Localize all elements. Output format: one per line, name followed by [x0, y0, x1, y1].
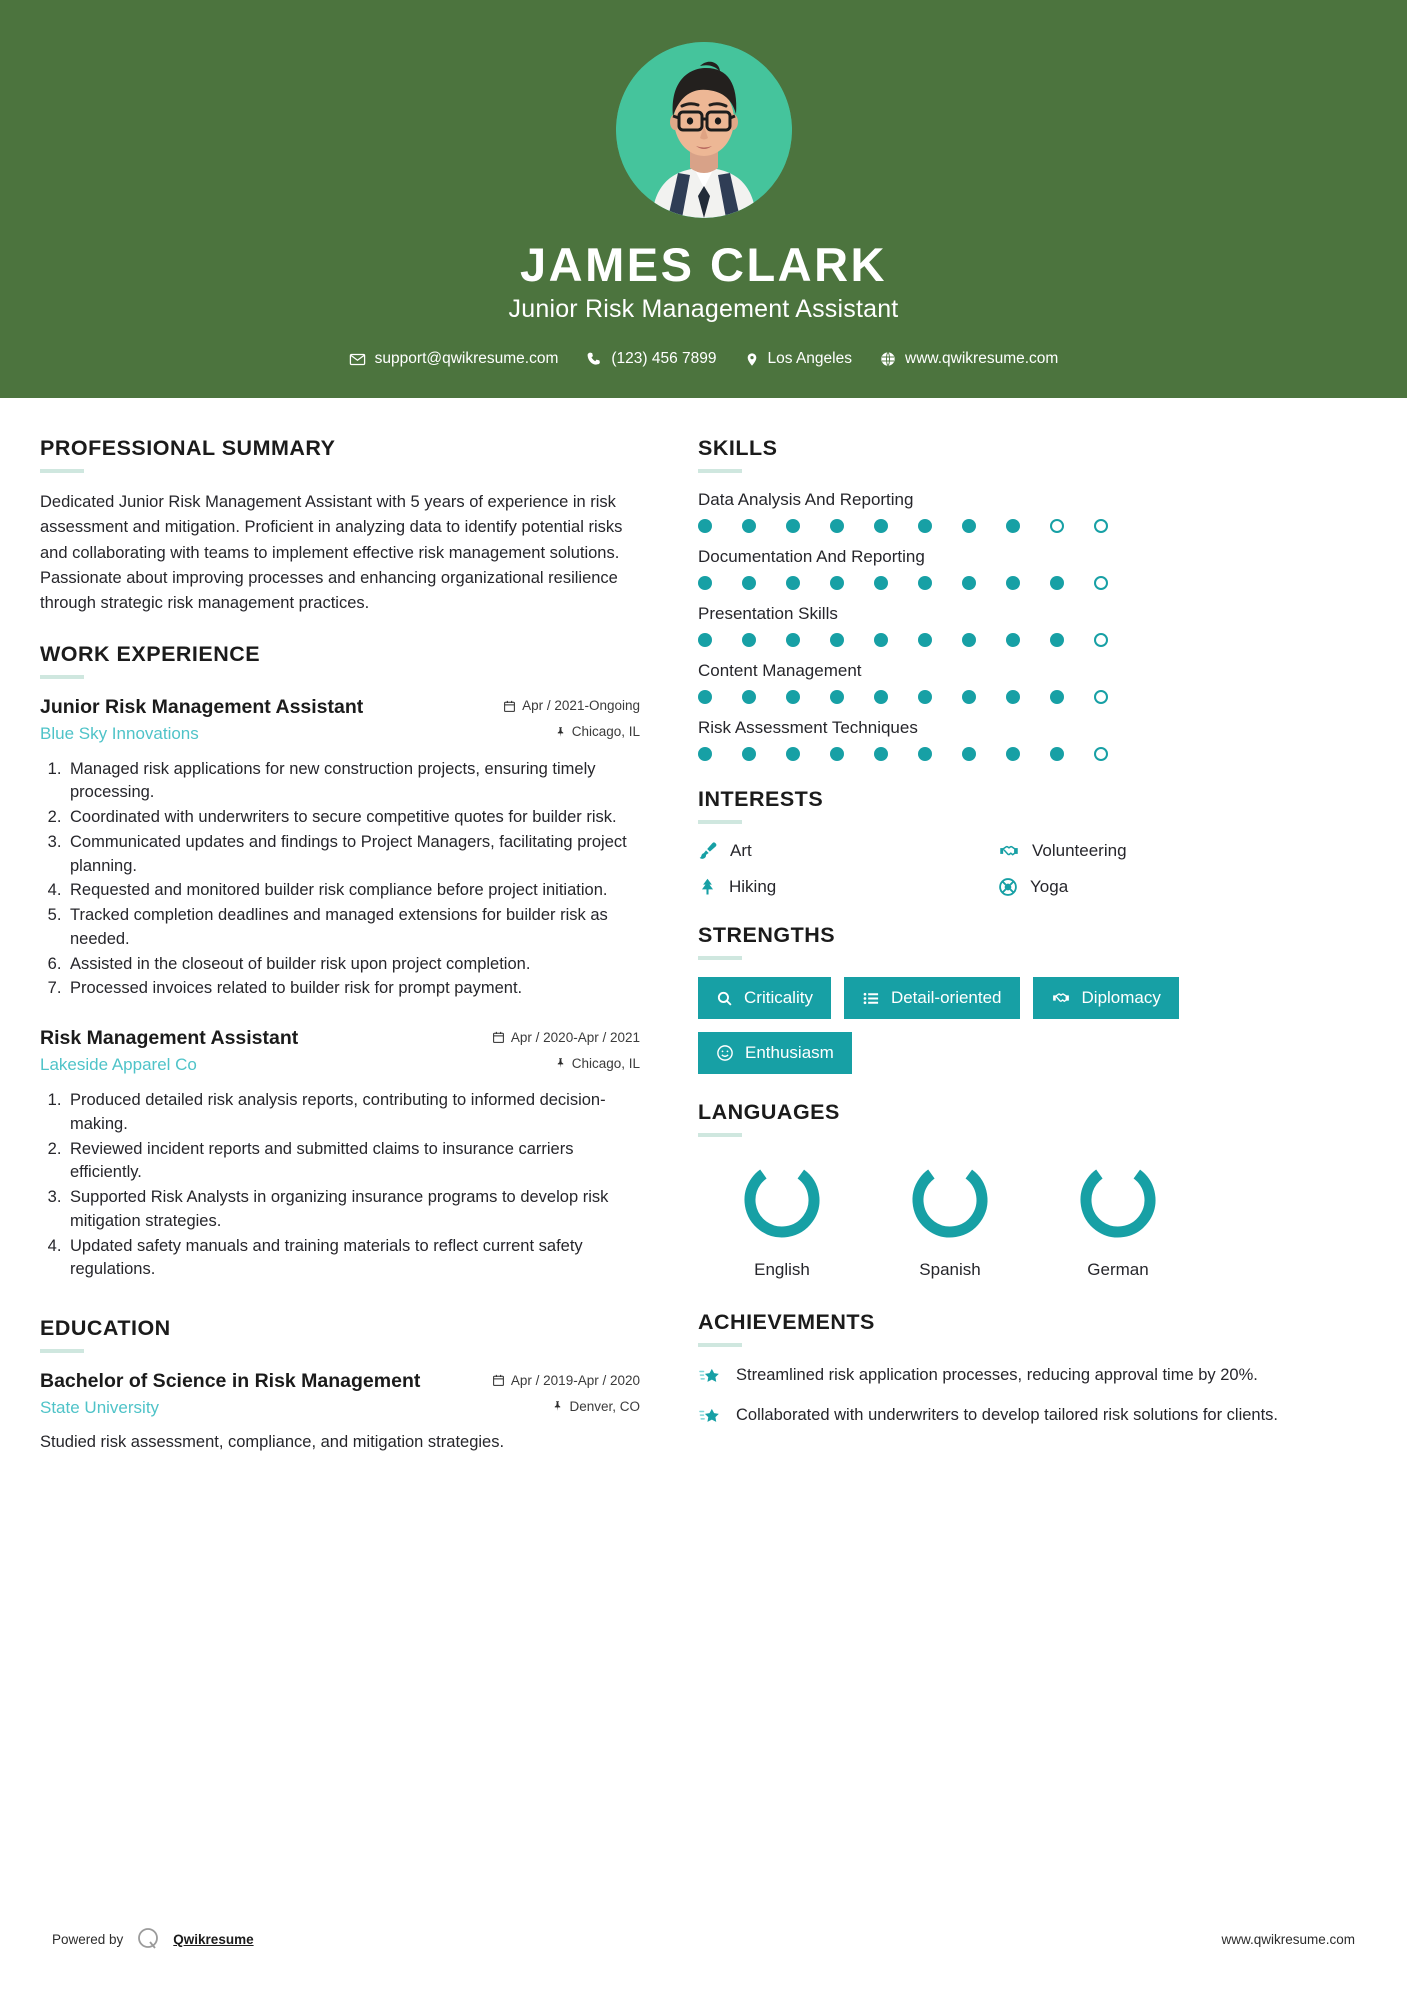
- avatar-photo: [616, 42, 792, 218]
- achievement-item: [698, 1364, 1298, 1388]
- strength-tag-detail-oriented[interactable]: [844, 977, 1020, 1019]
- powered-by-block: [52, 1926, 254, 1952]
- experience-subheader: [40, 724, 640, 744]
- contact-location: [736, 350, 861, 368]
- skill-rating: [698, 690, 1298, 704]
- skill-dot-empty: [1050, 519, 1064, 533]
- skill-dot-filled: [742, 747, 756, 761]
- education-subheader: [40, 1398, 640, 1418]
- strength-tag-criticality[interactable]: [698, 977, 831, 1019]
- skill-dot-filled: [874, 519, 888, 533]
- job-company: Lakeside Apparel Co: [40, 1055, 197, 1075]
- job-location: [555, 1056, 640, 1071]
- skill-dot-empty: [1094, 633, 1108, 647]
- strength-label: Enthusiasm: [745, 1043, 834, 1063]
- skill-item: [698, 718, 1298, 761]
- bullet-item: 1. Produced detailed risk analysis reports, contributing to informed decision-making.: [66, 1089, 640, 1137]
- skill-dot-filled: [698, 576, 712, 590]
- section-education: [40, 1316, 640, 1455]
- header-job-title: Junior Risk Management Assistant: [508, 295, 899, 324]
- education-location: [552, 1399, 640, 1414]
- skill-dot-filled: [830, 633, 844, 647]
- contact-location-value: Los Angeles: [767, 350, 852, 368]
- section-rule: [40, 675, 84, 679]
- experience-subheader: [40, 1055, 640, 1075]
- skill-dot-filled: [742, 576, 756, 590]
- handshake-icon: [998, 841, 1020, 861]
- star-icon: [698, 1404, 722, 1428]
- skill-item: [698, 661, 1298, 704]
- skill-dot-filled: [1006, 519, 1020, 533]
- handshake-icon: [1051, 989, 1071, 1007]
- skill-dot-filled: [874, 633, 888, 647]
- language-progress-arc: [905, 1156, 994, 1245]
- bullet-item: 4. Updated safety manuals and training materials to reflect current safety regulations.: [66, 1235, 640, 1283]
- job-date-value: Apr / 2020-Apr / 2021: [510, 1029, 640, 1045]
- skill-dot-filled: [874, 690, 888, 704]
- job-location-value: Chicago, IL: [571, 1055, 640, 1071]
- page-footer: [0, 1926, 1407, 1952]
- bullet-item: 2. Coordinated with underwriters to secure competitive quotes for builder risk.: [66, 806, 640, 830]
- skill-dot-empty: [1094, 747, 1108, 761]
- section-strengths: [698, 923, 1298, 1074]
- language-item: [698, 1154, 866, 1280]
- skill-label: Risk Assessment Techniques: [698, 718, 918, 738]
- section-professional-summary: [40, 436, 640, 615]
- interest-item-yoga: [998, 877, 1298, 897]
- skill-dot-filled: [918, 519, 932, 533]
- language-label: English: [754, 1260, 810, 1280]
- globe-icon: [880, 351, 896, 367]
- section-rule: [40, 469, 84, 473]
- skill-dot-filled: [698, 747, 712, 761]
- skill-label: Documentation And Reporting: [698, 547, 925, 567]
- skill-dot-filled: [1050, 633, 1064, 647]
- contact-row: [0, 350, 1407, 368]
- qwikresume-logo-icon: [135, 1926, 161, 1952]
- education-date: [492, 1373, 640, 1388]
- skill-dot-filled: [830, 576, 844, 590]
- pin-icon: [555, 1056, 566, 1070]
- interest-item-art: [698, 841, 998, 861]
- section-heading: PROFESSIONAL SUMMARY: [40, 436, 336, 461]
- pin-icon: [555, 725, 566, 739]
- skill-label: Content Management: [698, 661, 862, 681]
- language-donut: [736, 1154, 828, 1246]
- paintbrush-icon: [698, 841, 718, 861]
- bullet-item: 4. Requested and monitored builder risk compliance before project initiation.: [66, 879, 640, 903]
- skill-dot-filled: [918, 747, 932, 761]
- education-header: [40, 1370, 640, 1393]
- skill-dot-filled: [962, 519, 976, 533]
- languages-row: [698, 1154, 1298, 1280]
- language-item: [1034, 1154, 1202, 1280]
- skill-rating: [698, 747, 1298, 761]
- left-column: [40, 436, 640, 1481]
- qwikresume-link[interactable]: Qwikresume: [173, 1931, 254, 1947]
- section-heading: WORK EXPERIENCE: [40, 641, 261, 666]
- section-skills: [698, 436, 1298, 761]
- powered-by-label: Powered by: [52, 1931, 124, 1947]
- section-achievements: [698, 1310, 1298, 1428]
- job-date: [492, 1030, 640, 1045]
- skill-dot-filled: [742, 633, 756, 647]
- job-role: Junior Risk Management Assistant: [40, 695, 364, 718]
- section-heading: STRENGTHS: [698, 923, 836, 948]
- skill-dot-filled: [698, 633, 712, 647]
- education-degree: Bachelor of Science in Risk Management: [40, 1370, 421, 1393]
- skill-dot-filled: [962, 690, 976, 704]
- resume-body: [0, 398, 1407, 1481]
- contact-phone-value: (123) 456 7899: [611, 350, 717, 368]
- education-location-value: Denver, CO: [569, 1398, 640, 1414]
- interest-label: Art: [730, 841, 752, 861]
- skill-dot-filled: [1050, 690, 1064, 704]
- skill-dot-empty: [1094, 576, 1108, 590]
- section-work-experience: [40, 642, 640, 1283]
- section-languages: [698, 1100, 1298, 1280]
- skill-dot-filled: [918, 633, 932, 647]
- tree-icon: [698, 877, 717, 897]
- skill-dot-filled: [962, 747, 976, 761]
- interests-grid: [698, 841, 1298, 897]
- job-date-value: Apr / 2021-Ongoing: [522, 698, 640, 714]
- skill-dot-filled: [830, 690, 844, 704]
- skill-dot-filled: [1006, 747, 1020, 761]
- skill-dot-filled: [1006, 633, 1020, 647]
- skill-dot-filled: [786, 576, 800, 590]
- strength-tag-enthusiasm[interactable]: [698, 1032, 852, 1074]
- section-heading: INTERESTS: [698, 787, 824, 812]
- job-date: [503, 698, 640, 713]
- section-rule: [698, 820, 742, 824]
- calendar-icon: [503, 699, 516, 713]
- pin-icon: [552, 1399, 563, 1413]
- skill-dot-filled: [786, 633, 800, 647]
- skill-dot-empty: [1094, 690, 1108, 704]
- job-bullets: [40, 1089, 640, 1282]
- achievement-text: Streamlined risk application processes, reducing approval time by 20%.: [736, 1366, 1258, 1385]
- contact-website-value: www.qwikresume.com: [905, 350, 1059, 368]
- skill-dot-filled: [786, 690, 800, 704]
- skill-dot-filled: [786, 519, 800, 533]
- education-school: State University: [40, 1398, 160, 1418]
- skill-rating: [698, 633, 1298, 647]
- section-rule: [698, 1133, 742, 1137]
- section-heading: LANGUAGES: [698, 1100, 840, 1125]
- skill-rating: [698, 576, 1298, 590]
- smiley-icon: [716, 1044, 734, 1062]
- list-icon: [862, 990, 880, 1007]
- interest-item-hiking: [698, 877, 998, 897]
- contact-website[interactable]: [871, 350, 1067, 368]
- envelope-icon: [349, 351, 366, 368]
- footer-url: www.qwikresume.com: [1221, 1931, 1355, 1947]
- skill-item: [698, 604, 1298, 647]
- resume-header: [0, 0, 1407, 398]
- lifebuoy-icon: [998, 877, 1018, 897]
- language-item: [866, 1154, 1034, 1280]
- skill-label: Presentation Skills: [698, 604, 838, 624]
- skill-dot-filled: [698, 519, 712, 533]
- bullet-item: 5. Tracked completion deadlines and managed extensions for builder risk as needed.: [66, 904, 640, 952]
- phone-icon: [586, 351, 602, 367]
- bullet-item: 1. Managed risk applications for new construction projects, ensuring timely processing.: [66, 758, 640, 806]
- skill-dot-filled: [698, 690, 712, 704]
- language-donut: [904, 1154, 996, 1246]
- bullet-item: 3. Supported Risk Analysts in organizing insurance programs to develop risk mitigation strategies.: [66, 1186, 640, 1234]
- section-rule: [40, 1349, 84, 1353]
- skill-dot-filled: [1006, 576, 1020, 590]
- achievement-text: Collaborated with underwriters to develop tailored risk solutions for clients.: [736, 1406, 1279, 1425]
- language-donut: [1072, 1154, 1164, 1246]
- skill-dot-filled: [786, 747, 800, 761]
- education-description: Studied risk assessment, compliance, and mitigation strategies.: [40, 1433, 505, 1452]
- skill-dot-filled: [962, 633, 976, 647]
- strength-label: Detail-oriented: [890, 988, 1002, 1008]
- education-date-value: Apr / 2019-Apr / 2020: [510, 1372, 640, 1388]
- skill-dot-empty: [1094, 519, 1108, 533]
- right-column: [698, 436, 1298, 1454]
- star-icon: [698, 1364, 722, 1388]
- strength-tag-diplomacy[interactable]: [1033, 977, 1179, 1019]
- page-title: JAMES CLARK: [520, 238, 887, 291]
- bullet-item: 2. Reviewed incident reports and submitted claims to insurance carriers efficiently.: [66, 1138, 640, 1186]
- experience-header: [40, 696, 640, 719]
- strength-label: Criticality: [744, 988, 813, 1008]
- experience-header: [40, 1027, 640, 1050]
- job-location: [555, 724, 640, 739]
- job-role: Risk Management Assistant: [40, 1027, 299, 1050]
- search-icon: [716, 990, 733, 1007]
- map-pin-icon: [745, 351, 759, 368]
- skill-dot-filled: [830, 747, 844, 761]
- contact-email[interactable]: [340, 350, 568, 368]
- skill-rating: [698, 519, 1298, 533]
- language-label: German: [1087, 1260, 1149, 1280]
- skill-dot-filled: [1050, 747, 1064, 761]
- experience-item: [40, 696, 640, 1002]
- job-location-value: Chicago, IL: [571, 724, 640, 740]
- section-heading: ACHIEVEMENTS: [698, 1310, 875, 1335]
- interest-label: Volunteering: [1032, 841, 1127, 861]
- strength-label: Diplomacy: [1081, 988, 1161, 1008]
- job-company: Blue Sky Innovations: [40, 723, 199, 743]
- contact-email-value: support@qwikresume.com: [374, 350, 559, 368]
- skill-dot-filled: [1050, 576, 1064, 590]
- job-bullets: [40, 758, 640, 1002]
- achievement-item: [698, 1404, 1298, 1428]
- contact-phone[interactable]: [577, 350, 725, 368]
- interest-label: Yoga: [1030, 877, 1069, 897]
- skill-dot-filled: [1006, 690, 1020, 704]
- section-interests: [698, 787, 1298, 897]
- bullet-item: 6. Assisted in the closeout of builder risk upon project completion.: [66, 953, 640, 977]
- language-progress-arc: [1073, 1156, 1162, 1245]
- interest-item-volunteering: [998, 841, 1298, 861]
- language-progress-arc: [737, 1156, 826, 1245]
- skill-dot-filled: [830, 519, 844, 533]
- skill-dot-filled: [918, 576, 932, 590]
- calendar-icon: [492, 1373, 505, 1387]
- section-heading: EDUCATION: [40, 1316, 171, 1341]
- avatar: [616, 42, 792, 218]
- skill-item: [698, 547, 1298, 590]
- interest-label: Hiking: [729, 877, 777, 897]
- section-rule: [698, 469, 742, 473]
- skill-dot-filled: [962, 576, 976, 590]
- strengths-list: [698, 977, 1298, 1074]
- bullet-item: 3. Communicated updates and findings to Project Managers, facilitating project planning.: [66, 831, 640, 879]
- bullet-item: 7. Processed invoices related to builder risk for prompt payment.: [66, 977, 640, 1001]
- skill-dot-filled: [742, 690, 756, 704]
- section-rule: [698, 1343, 742, 1347]
- section-heading: SKILLS: [698, 436, 778, 461]
- skill-label: Data Analysis And Reporting: [698, 490, 914, 510]
- skill-dot-filled: [874, 747, 888, 761]
- skill-dot-filled: [742, 519, 756, 533]
- section-rule: [698, 956, 742, 960]
- skill-dot-filled: [874, 576, 888, 590]
- skill-item: [698, 490, 1298, 533]
- education-item: [40, 1370, 640, 1455]
- summary-text: Dedicated Junior Risk Management Assistant with 5 years of experience in risk assessment and mitigation. Proficient in analyzing data to identify potential risks and collaborating with teams to implement effective risk management solutions. Passionate about improving processes and enhancing organizational resilience through strategic risk management practices.: [40, 493, 623, 612]
- language-label: Spanish: [919, 1260, 981, 1280]
- experience-item: [40, 1027, 640, 1282]
- calendar-icon: [492, 1030, 505, 1044]
- skill-dot-filled: [918, 690, 932, 704]
